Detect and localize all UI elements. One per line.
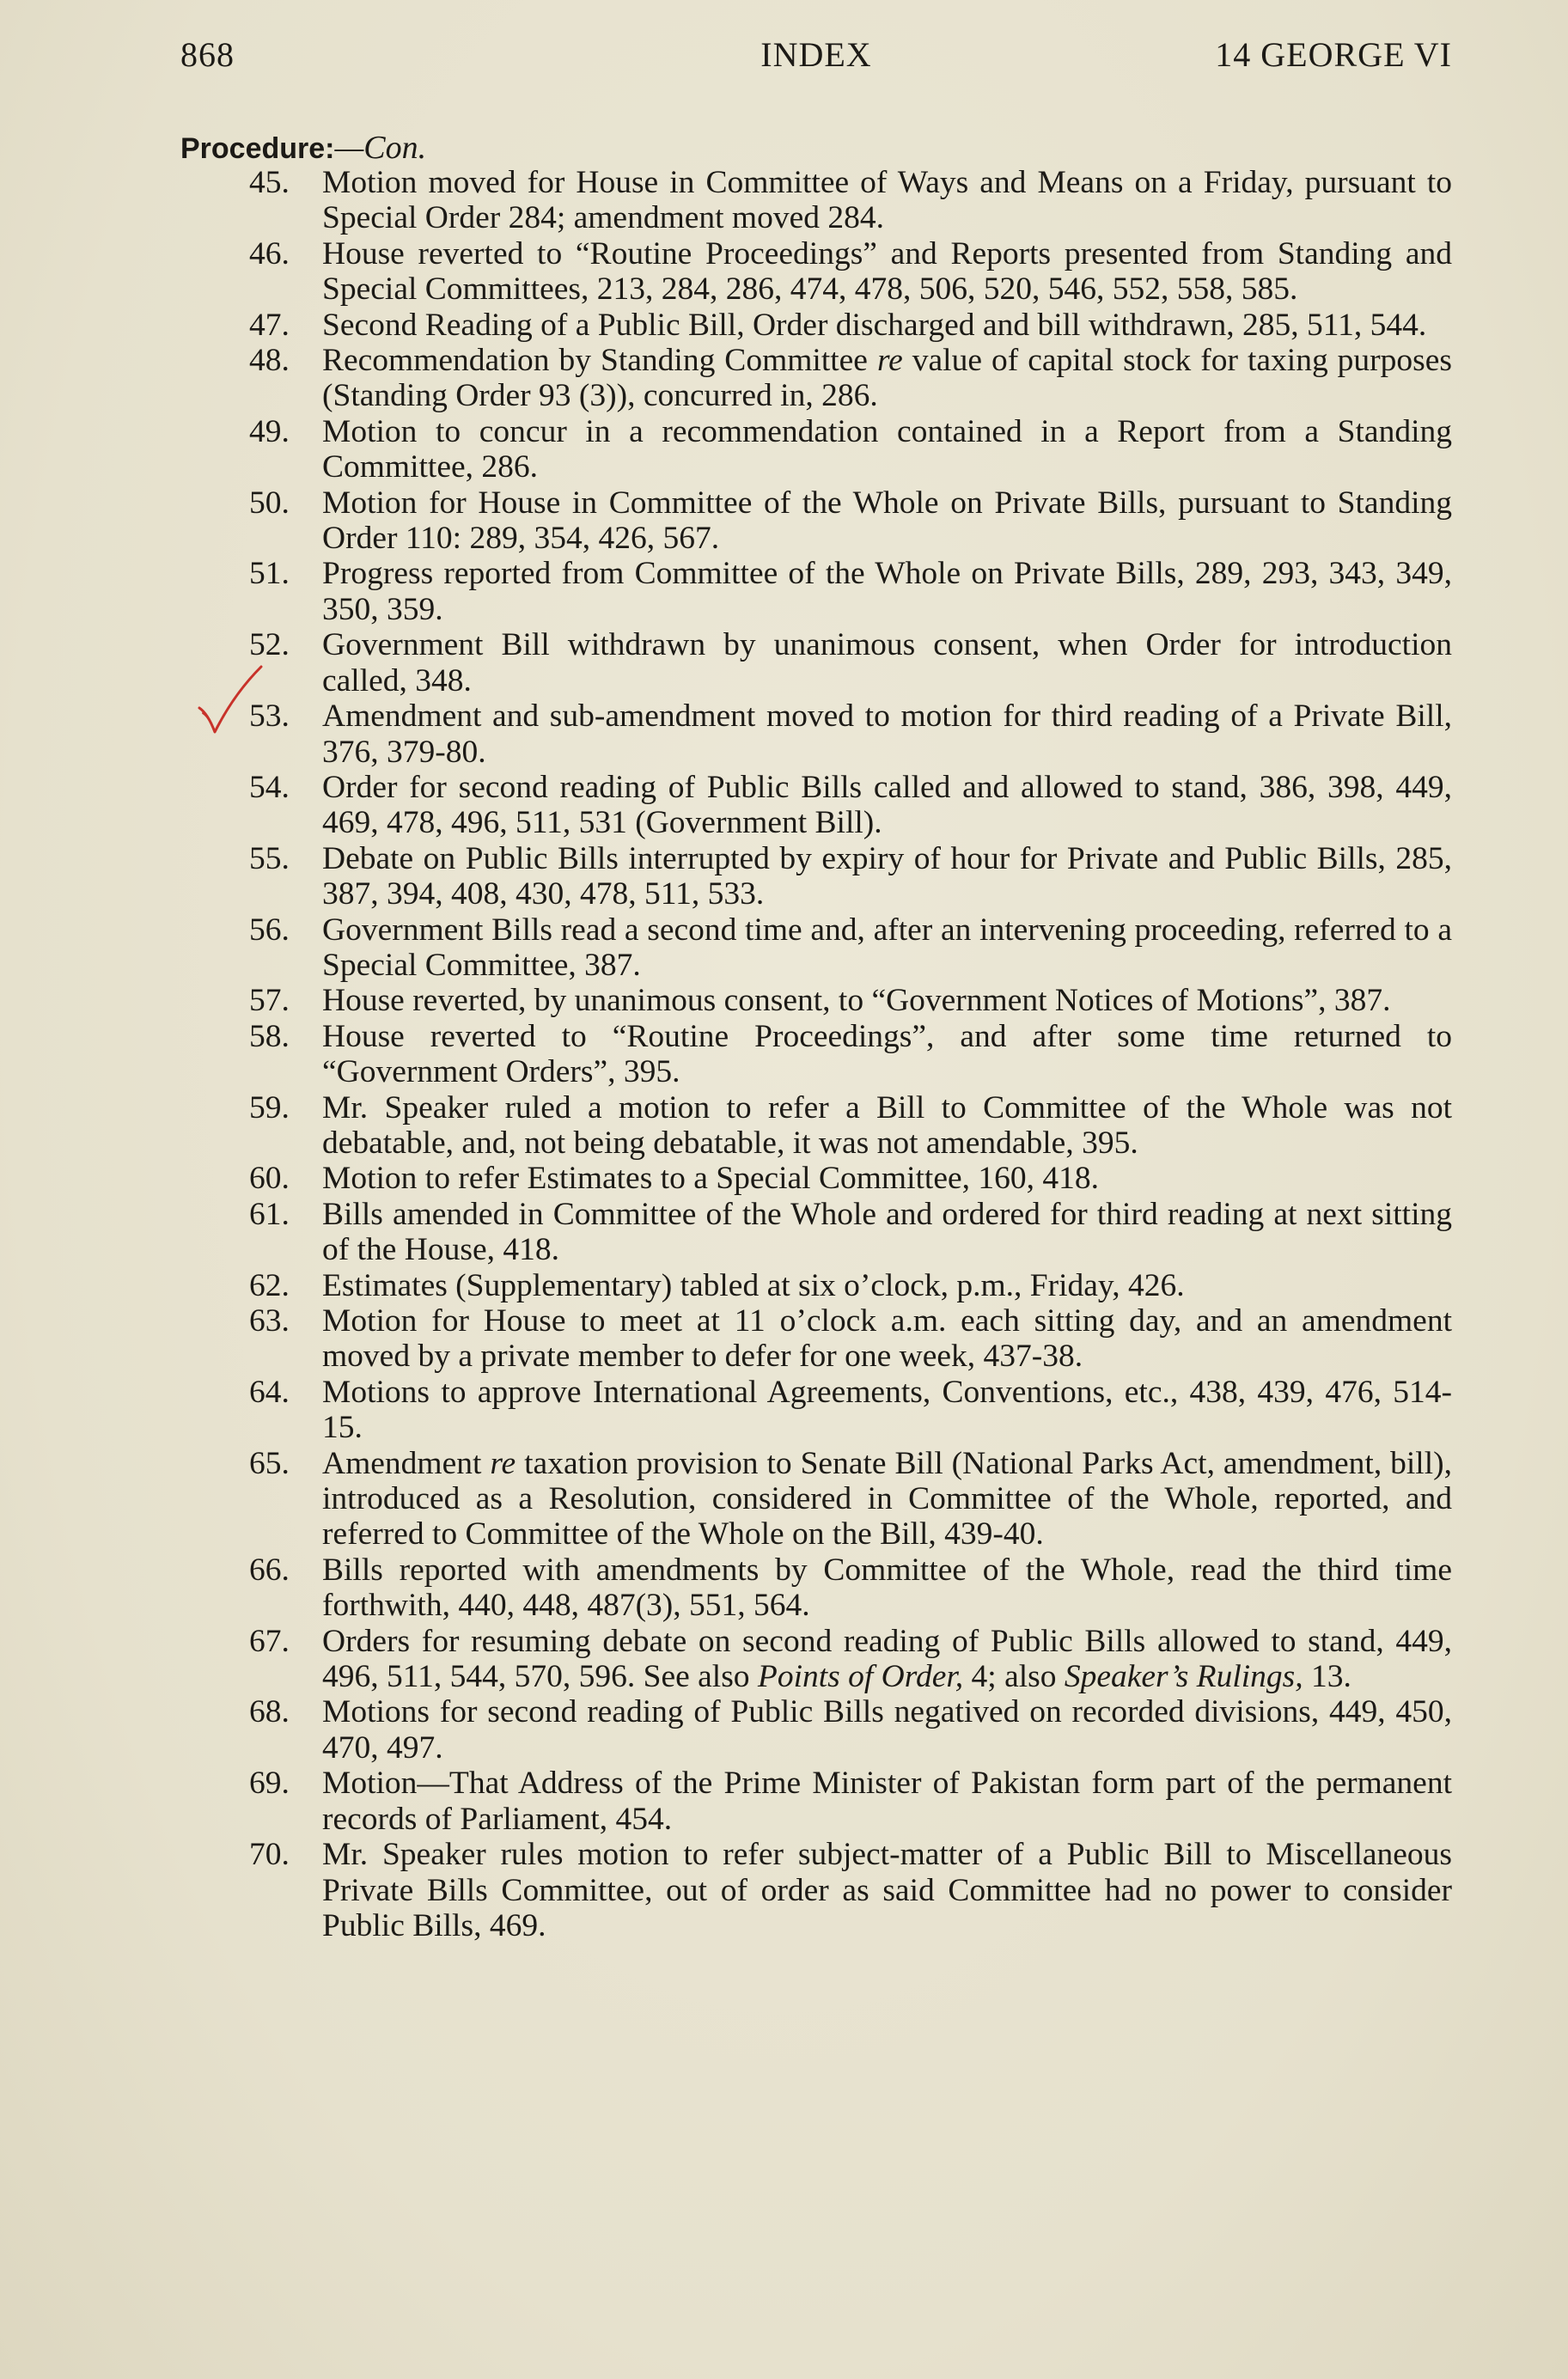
entry-number: 56. (249, 912, 290, 948)
index-entry (180, 308, 1452, 343)
entry-text: House reverted to “Routine Proceedings” and Reports presented from Standing and Special Committees, 213, 284, 286, 474, 478, 506, 520, 546, 552, 558, 585. (322, 235, 1452, 308)
page-number: 868 (180, 35, 235, 74)
entry-text: Recommendation by Standing Committee re value of capital stock for taxing purposes (Standing Order 93 (3)), concurred in, 286. (322, 343, 1452, 414)
entry-text: Motions to approve International Agreements, Conventions, etc., 438, 439, 476, 514-15. (322, 1374, 1452, 1446)
index-entries (180, 165, 1452, 1943)
index-entry (180, 1268, 1452, 1303)
entry-number: 54. (249, 769, 290, 805)
entry-text: Bills reported with amendments by Committee of the Whole, read the third time forthwith, 440, 448, 487(3), 551, 564. (322, 1552, 1452, 1624)
section-heading-label: Procedure: (180, 132, 335, 165)
entry-text: Mr. Speaker ruled a motion to refer a Bill to Committee of the Whole was not debatable, and, not being debatable, it was not amendable, 395. (322, 1089, 1452, 1161)
index-entry (180, 1446, 1452, 1552)
running-head (180, 34, 1452, 77)
entry-text: Progress reported from Committee of the Whole on Private Bills, 289, 293, 343, 349, 350, 359. (322, 556, 1452, 627)
index-entry (180, 698, 1452, 770)
section-heading (180, 129, 426, 167)
index-entry (180, 236, 1452, 308)
entry-number: 70. (249, 1837, 290, 1873)
entry-text: Motion for House to meet at 11 o’clock a.m. each sitting day, and an amendment moved by a private member to defer for one week, 437-38. (322, 1303, 1452, 1375)
entry-number: 67. (249, 1623, 290, 1659)
entry-number: 60. (249, 1161, 290, 1197)
entry-text: Amendment re taxation provision to Senate Bill (National Parks Act, amendment, bill), introduced as a Resolution, considered in Committee of the Whole, reported, and referred to Committee of the Whole on the Bill, 439-40. (322, 1445, 1452, 1552)
entry-number: 62. (249, 1267, 290, 1303)
index-entry (180, 343, 1452, 414)
index-entry (180, 1375, 1452, 1446)
entry-number: 51. (249, 556, 290, 592)
entry-text: Motion—That Address of the Prime Minister of Pakistan form part of the permanent records of Parliament, 454. (322, 1766, 1452, 1837)
entry-text: Motion moved for House in Committee of Ways and Means on a Friday, pursuant to Special Order 284; amendment moved 284. (322, 165, 1452, 236)
entry-text: Motion to concur in a recommendation contained in a Report from a Standing Committee, 286. (322, 413, 1452, 485)
entry-number: 59. (249, 1089, 290, 1125)
index-entry (180, 1303, 1452, 1375)
index-entry (180, 627, 1452, 698)
entry-text: Order for second reading of Public Bills called and allowed to stand, 386, 398, 449, 469, 478, 496, 511, 531 (Government Bill). (322, 769, 1452, 841)
entry-number: 65. (249, 1445, 290, 1481)
entry-number: 48. (249, 343, 290, 379)
entry-number: 49. (249, 413, 290, 449)
entry-number: 66. (249, 1552, 290, 1588)
entry-text: House reverted, by unanimous consent, to “Government Notices of Motions”, 387. (322, 983, 1391, 1019)
index-entry (180, 1624, 1452, 1695)
entry-text: Motion for House in Committee of the Whole on Private Bills, pursuant to Standing Order 110: 289, 354, 426, 567. (322, 485, 1452, 557)
entry-number: 64. (249, 1374, 290, 1410)
entry-text: Government Bills read a second time and, after an intervening proceeding, referred to a Special Committee, 387. (322, 912, 1452, 983)
index-entry (180, 1837, 1452, 1943)
index-entry (180, 414, 1452, 485)
entry-number: 69. (249, 1766, 290, 1802)
entry-text: Government Bill withdrawn by unanimous consent, when Order for introduction called, 348. (322, 627, 1452, 698)
entry-number: 61. (249, 1196, 290, 1232)
entry-text: Motion to refer Estimates to a Special Committee, 160, 418. (322, 1161, 1099, 1197)
entry-number: 46. (249, 235, 290, 271)
entry-number: 47. (249, 307, 290, 343)
index-entry (180, 1090, 1452, 1162)
entry-number: 63. (249, 1303, 290, 1339)
entry-number: 57. (249, 983, 290, 1019)
index-entry (180, 1552, 1452, 1624)
index-entry (180, 983, 1452, 1018)
section-continuation: —Con. (334, 130, 427, 166)
entry-number: 52. (249, 627, 290, 663)
index-entry (180, 556, 1452, 627)
index-entry (180, 165, 1452, 236)
entry-number: 58. (249, 1018, 290, 1054)
entry-number: 53. (249, 698, 290, 735)
index-entry (180, 770, 1452, 841)
index-entry (180, 1019, 1452, 1090)
entry-number: 50. (249, 485, 290, 521)
entry-text: Amendment and sub-amendment moved to motion for third reading of a Private Bill, 376, 379-80. (322, 698, 1452, 770)
index-entry (180, 912, 1452, 984)
index-entry (180, 1766, 1452, 1837)
entry-number: 55. (249, 840, 290, 876)
reign-label: 14 GEORGE VI (1215, 35, 1452, 74)
index-entry (180, 841, 1452, 912)
entry-text: House reverted to “Routine Proceedings”, and after some time returned to “Government Orders”, 395. (322, 1018, 1452, 1090)
entry-text: Motions for second reading of Public Bills negatived on recorded divisions, 449, 450, 470, 497. (322, 1694, 1452, 1766)
entry-text: Second Reading of a Public Bill, Order discharged and bill withdrawn, 285, 511, 544. (322, 307, 1427, 343)
entry-text: Orders for resuming debate on second reading of Public Bills allowed to stand, 449, 496, 511, 544, 570, 596. See also Points of Order, 4; also Speaker’s Rulings, 13. (322, 1623, 1452, 1695)
index-entry (180, 485, 1452, 557)
index-entry (180, 1197, 1452, 1268)
entry-number: 68. (249, 1694, 290, 1730)
index-entry (180, 1161, 1452, 1196)
entry-text: Debate on Public Bills interrupted by expiry of hour for Private and Public Bills, 285, 387, 394, 408, 430, 478, 511, 533. (322, 840, 1452, 912)
index-entry (180, 1694, 1452, 1766)
entry-text: Mr. Speaker rules motion to refer subject-matter of a Public Bill to Miscellaneous Private Bills Committee, out of order as said Committee had no power to consider Public Bills, 469. (322, 1837, 1452, 1943)
entry-number: 45. (249, 165, 290, 200)
entry-text: Estimates (Supplementary) tabled at six o’clock, p.m., Friday, 426. (322, 1267, 1185, 1303)
entry-text: Bills amended in Committee of the Whole and ordered for third reading at next sitting of the House, 418. (322, 1196, 1452, 1268)
page-title: INDEX (760, 35, 872, 74)
